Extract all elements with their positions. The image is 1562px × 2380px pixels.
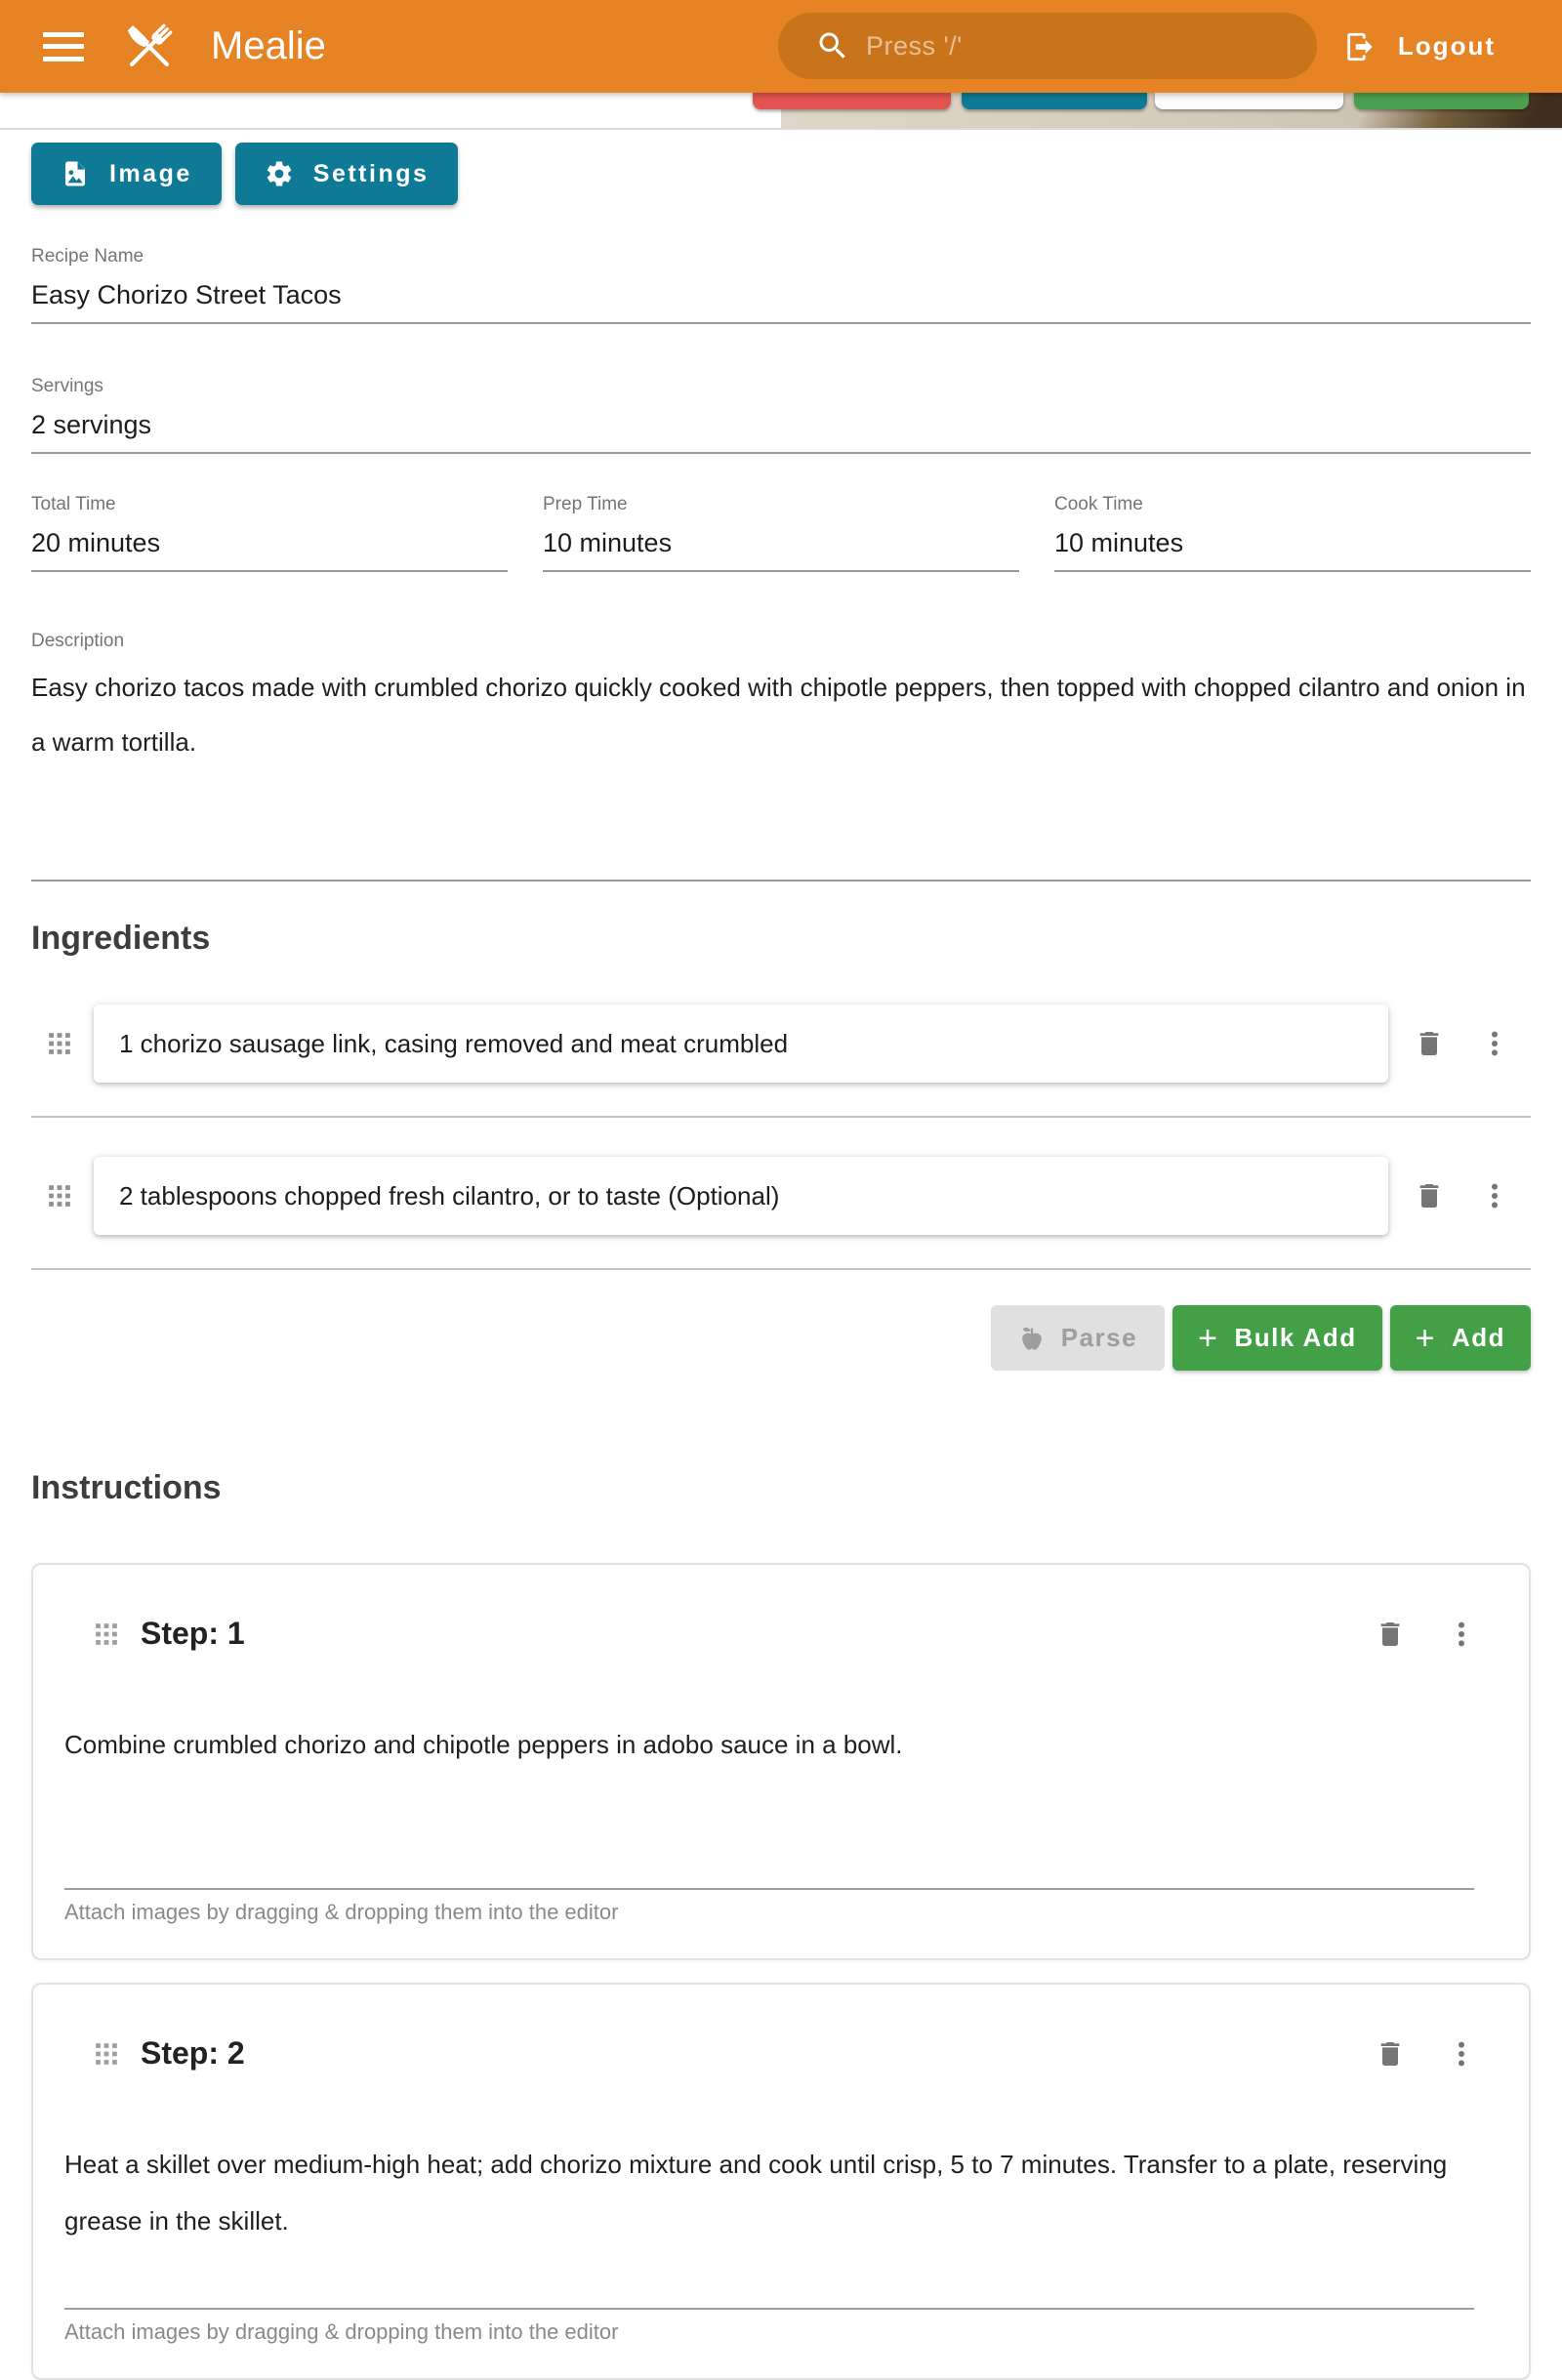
ingredient-card <box>94 1157 1388 1235</box>
partial-teal-button[interactable] <box>962 93 1147 109</box>
kebab-menu-icon <box>1480 1181 1509 1211</box>
image-button[interactable] <box>31 143 222 205</box>
scrolled-banner-strip <box>0 93 1562 130</box>
step-title: Step: 2 <box>141 2035 245 2071</box>
prep-time-label: Prep Time <box>543 494 628 514</box>
prep-time-input[interactable] <box>543 528 1019 572</box>
drag-handle-icon[interactable] <box>94 2041 119 2067</box>
step-card <box>31 1983 1531 2380</box>
partial-save-button[interactable] <box>1354 93 1529 109</box>
servings-input[interactable] <box>31 410 1531 454</box>
partial-delete-button[interactable] <box>753 93 951 109</box>
total-time-field <box>31 494 508 572</box>
trash-icon <box>1375 1619 1406 1650</box>
ingredients-heading: Ingredients <box>31 920 211 957</box>
add-label: Add <box>1451 1323 1505 1352</box>
apple-icon <box>1018 1325 1046 1352</box>
ingredient-card <box>94 1005 1388 1083</box>
step-text-editor[interactable]: Combine crumbled chorizo and chipotle peppers in adobo sauce in a bowl. <box>64 1730 903 1759</box>
app-header <box>0 0 1562 93</box>
recipe-name-field <box>31 246 1531 324</box>
add-button[interactable] <box>1390 1305 1531 1371</box>
trash-icon <box>1414 1028 1445 1059</box>
logout-label: Logout <box>1397 31 1496 61</box>
ingredient-divider <box>31 1116 1531 1118</box>
plus-icon: + <box>1415 1319 1436 1357</box>
step-card <box>31 1563 1531 1960</box>
cook-time-input[interactable] <box>1054 528 1531 572</box>
step-title: Step: 1 <box>141 1616 245 1651</box>
ingredient-menu-button[interactable] <box>1480 1029 1509 1058</box>
description-textarea[interactable] <box>31 660 1531 882</box>
step-header <box>33 1565 1529 1652</box>
parse-label: Parse <box>1060 1323 1138 1352</box>
kebab-menu-icon <box>1480 1029 1509 1058</box>
kebab-menu-icon <box>1447 2039 1476 2069</box>
attach-images-hint: Attach images by dragging & dropping them into the editor <box>64 2319 619 2344</box>
image-button-label: Image <box>109 159 192 187</box>
logout-icon <box>1343 30 1377 63</box>
attach-images-hint: Attach images by dragging & dropping them into the editor <box>64 1900 619 1924</box>
drag-handle-icon[interactable] <box>94 1621 119 1647</box>
cook-time-field <box>1054 494 1531 572</box>
step-header <box>33 1985 1529 2072</box>
editor-divider <box>64 1888 1474 1890</box>
mealie-logo-icon <box>117 15 182 79</box>
drag-handle-icon[interactable] <box>47 1183 72 1209</box>
description-field <box>31 631 1531 882</box>
settings-button-label: Settings <box>312 159 430 187</box>
parse-button[interactable] <box>991 1305 1165 1371</box>
servings-field <box>31 376 1531 454</box>
menu-icon[interactable] <box>43 32 84 62</box>
recipe-name-input[interactable] <box>31 280 1531 324</box>
plus-icon: + <box>1198 1319 1219 1357</box>
recipe-name-label: Recipe Name <box>31 246 144 267</box>
ingredient-input[interactable] <box>94 1029 1388 1059</box>
trash-icon <box>1375 2038 1406 2070</box>
cook-time-label: Cook Time <box>1054 494 1143 514</box>
search-placeholder: Press '/' <box>866 30 963 61</box>
ingredient-row <box>31 1157 1531 1235</box>
drag-handle-icon[interactable] <box>47 1031 72 1056</box>
bulk-add-button[interactable] <box>1172 1305 1382 1371</box>
step-menu-button[interactable] <box>1447 2039 1476 2069</box>
recipe-toolbar <box>31 143 1531 205</box>
time-fields-row <box>31 494 1531 572</box>
delete-step-button[interactable] <box>1375 1619 1406 1650</box>
delete-ingredient-button[interactable] <box>1414 1180 1445 1211</box>
instructions-heading: Instructions <box>31 1469 222 1506</box>
ingredient-row <box>31 1005 1531 1083</box>
ingredient-divider <box>31 1268 1531 1270</box>
total-time-label: Total Time <box>31 494 116 514</box>
file-image-icon <box>61 159 90 188</box>
search-input[interactable] <box>778 13 1317 79</box>
delete-step-button[interactable] <box>1375 2038 1406 2070</box>
gear-icon <box>265 159 294 188</box>
search-icon <box>815 28 850 63</box>
ingredient-input[interactable] <box>94 1181 1388 1211</box>
bulk-add-label: Bulk Add <box>1234 1323 1357 1352</box>
ingredient-actions <box>31 1305 1531 1371</box>
partial-white-button[interactable] <box>1155 93 1343 109</box>
trash-icon <box>1414 1180 1445 1211</box>
prep-time-field <box>543 494 1019 572</box>
delete-ingredient-button[interactable] <box>1414 1028 1445 1059</box>
description-label: Description <box>31 631 125 651</box>
logout-button[interactable] <box>1343 0 1496 93</box>
ingredient-menu-button[interactable] <box>1480 1181 1509 1211</box>
kebab-menu-icon <box>1447 1620 1476 1649</box>
step-menu-button[interactable] <box>1447 1620 1476 1649</box>
app-title: Mealie <box>211 24 326 67</box>
total-time-input[interactable] <box>31 528 508 572</box>
settings-button[interactable] <box>235 143 459 205</box>
servings-label: Servings <box>31 376 103 396</box>
editor-divider <box>64 2308 1474 2310</box>
step-text-editor[interactable]: Heat a skillet over medium-high heat; add chorizo mixture and cook until crisp, 5 to 7 minutes. Transfer to a plate, reserving grease in the skillet. <box>64 2150 1448 2236</box>
